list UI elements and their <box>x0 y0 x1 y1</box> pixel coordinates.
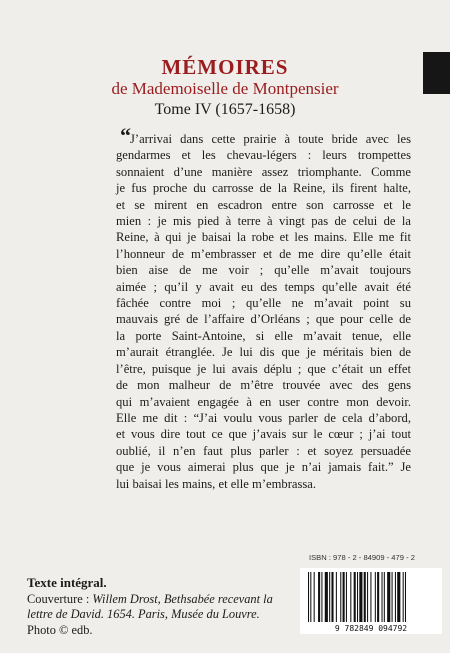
barcode-bar <box>336 572 337 622</box>
excerpt-line: lui baisai les mains, et elle m’embrassa. <box>116 476 317 491</box>
book-subtitle: de Mademoiselle de Montpensier <box>111 79 339 98</box>
excerpt-line: Elle me dit : “J’ai voulu vous parler de cela d’abord, <box>116 410 411 425</box>
excerpt-line: fâchée contre moi ; qu’elle ne m’avait point su <box>116 296 411 311</box>
excerpt-line: que je vous aimerai plus que je n’ai jamais fait.” Je <box>116 460 411 475</box>
volume-label: Tome IV (1657-1658) <box>154 101 296 118</box>
excerpt-line: l’être, puisque je lui avais déplu ; que c’était un effet <box>116 361 411 376</box>
barcode-bar <box>308 572 309 622</box>
excerpt-line: sonnaient d’une manière assez triomphante. Comme <box>116 164 411 179</box>
excerpt-line: gendarmes et les chevau-légers : leurs trompettes <box>116 148 411 163</box>
barcode-bar <box>359 572 362 622</box>
photo-credit: Photo © edb. <box>27 622 93 637</box>
barcode-bar <box>310 572 311 622</box>
cover-artwork-credit: Willem Drost, Bethsabée recevant la lettre de David. 1654. Paris, Musée du Louvre. <box>27 591 273 622</box>
barcode-bar <box>382 572 383 622</box>
full-text-label: Texte intégral. <box>27 575 107 590</box>
barcode-bar <box>314 572 315 622</box>
barcode-bar <box>357 572 358 622</box>
excerpt-line: Reine, à qui je baisai la robe et les mains. Elle me fit <box>116 230 411 245</box>
barcode-bar <box>395 572 396 622</box>
excerpt-text <box>116 131 411 492</box>
barcode-bar <box>403 572 404 622</box>
barcode-bar <box>321 572 322 622</box>
isbn-label: ISBN : 978 - 2 - 84909 - 479 - 2 <box>309 553 415 562</box>
barcode-bar <box>367 572 368 622</box>
excerpt-line: mauvais gré de l’affaire d’Orléans ; que pour celle de <box>116 312 411 327</box>
opening-quote-mark: “ <box>120 123 131 148</box>
barcode-bar <box>392 572 393 622</box>
barcode-bar <box>397 572 400 622</box>
barcode-bar <box>384 572 385 622</box>
excerpt-line: qui m’avaient engagée à en user contre mon devoir. <box>116 394 411 409</box>
excerpt-line: J’arrivai dans cette prairie à toute bride avec les <box>130 132 411 146</box>
excerpt-line: la porte Saint-Antoine, si elle m’avait tenue, elle <box>116 328 411 343</box>
barcode-bar <box>340 572 341 622</box>
barcode-digits: 9 782849 094792 <box>334 624 408 633</box>
barcode <box>300 568 442 634</box>
excerpt-line: je fus proche du carrosse de la Reine, ils firent halte, <box>116 181 411 196</box>
excerpt-line: mien : je mis pied à terre à vingt pas de celui de la <box>116 214 411 229</box>
barcode-bar <box>331 572 333 622</box>
barcode-bar <box>354 572 356 622</box>
barcode-bar <box>364 572 366 622</box>
excerpt-line: bien aise de me voir ; qu’elle m’avait toujours <box>116 263 411 278</box>
barcode-bar <box>377 572 379 622</box>
excerpt-line: m’aurait étranglée. Je lui dis que je méritais bien de <box>116 345 411 360</box>
cover-label: Couverture : <box>27 591 93 606</box>
barcode-bar <box>346 572 347 622</box>
cover-credits <box>27 575 289 638</box>
barcode-bar <box>318 572 320 622</box>
excerpt-line: aimée ; qu’il y avait eu des temps qu’elle avait été <box>116 279 411 294</box>
excerpt-line: l’honneur de m’embrasser et de me dire qu’elle était <box>116 246 411 261</box>
excerpt-line: et vous dire tout ce que j’avais sur le cœur ; j’ai tout <box>116 427 411 442</box>
barcode-bar <box>329 572 330 622</box>
barcode-bar <box>343 572 345 622</box>
barcode-bar <box>375 572 376 622</box>
barcode-bar <box>325 572 328 622</box>
excerpt-line: oublié, il n’en faut plus parler : et soyez persuadée <box>116 443 411 458</box>
book-title: MÉMOIRES <box>161 55 289 79</box>
excerpt-line: de mon malheur de m’être trouvée avec des gens <box>116 378 411 393</box>
book-header <box>0 56 450 120</box>
barcode-bar <box>370 572 371 622</box>
excerpt-line: et se mirent en escadron entre son carrosse et le <box>116 197 411 212</box>
barcode-bar <box>405 572 406 622</box>
barcode-bar <box>350 572 351 622</box>
barcode-bar <box>387 572 390 622</box>
